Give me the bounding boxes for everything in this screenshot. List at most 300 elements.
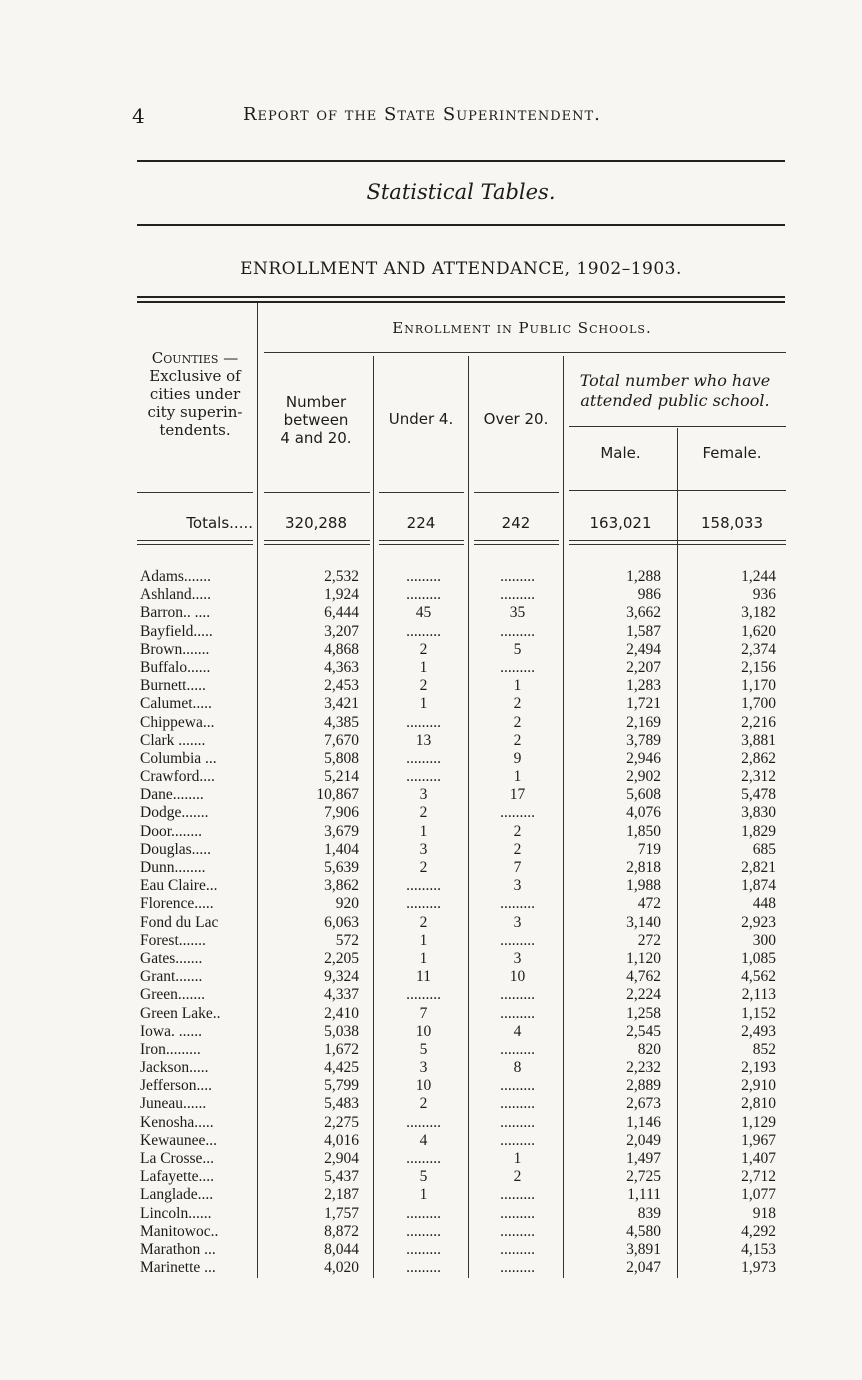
- female-count: 2,821: [741, 859, 776, 876]
- under-4: 1: [419, 931, 428, 949]
- county-name: Dodge.......: [140, 804, 209, 822]
- over-20: .........: [500, 1240, 535, 1258]
- county-name: Calumet.....: [140, 695, 212, 713]
- under-4: 3: [419, 1059, 428, 1077]
- county-name: Eau Claire...: [140, 877, 218, 895]
- table-row: [0, 568, 862, 586]
- male-count: 820: [637, 1040, 661, 1058]
- over-20: .........: [500, 1259, 535, 1277]
- enrollment-group-header: Enrollment in Public Schools.: [392, 319, 652, 337]
- over-20: 2: [513, 822, 522, 840]
- number-4-20: 2,532: [324, 568, 359, 585]
- under-4: .........: [406, 568, 441, 585]
- over-20: .........: [500, 1077, 535, 1095]
- number-4-20: 4,868: [324, 640, 359, 658]
- over-20: 2: [513, 840, 522, 858]
- totals-under4: 224: [406, 514, 436, 532]
- table-row: [0, 1186, 862, 1204]
- male-count: 1,283: [626, 677, 661, 695]
- male-count: 4,762: [626, 968, 661, 986]
- over-20: 17: [509, 786, 526, 804]
- county-rows: [0, 568, 862, 1277]
- totals-double-rule: [474, 540, 559, 541]
- table-row: [0, 1041, 862, 1059]
- table-row: [0, 804, 862, 822]
- totals-double-rule: [379, 540, 464, 541]
- under-4: 2: [419, 1095, 428, 1113]
- totals-number: 320,288: [284, 514, 348, 532]
- female-count: 2,374: [741, 640, 776, 658]
- county-name: Kenosha.....: [140, 1113, 214, 1131]
- county-name: Dunn........: [140, 859, 206, 876]
- total-attended-header: [564, 371, 786, 411]
- number-4-20: 2,205: [324, 949, 359, 967]
- totals-double-rule: [474, 544, 559, 545]
- number-header-line: 4 and 20.: [280, 429, 352, 447]
- female-count: 2,216: [741, 713, 776, 731]
- number-4-20: 2,410: [324, 1004, 359, 1022]
- under-4: 1: [419, 1186, 428, 1204]
- totals-double-rule: [264, 540, 370, 541]
- under-4: 7: [419, 1004, 428, 1022]
- table-row: [0, 1168, 862, 1186]
- counties-header-line: cities under: [149, 385, 241, 403]
- number-4-20: 2,187: [324, 1186, 359, 1204]
- county-name: Kewaunee...: [140, 1131, 218, 1149]
- over-20: .........: [500, 931, 535, 949]
- under-4: .........: [406, 1150, 441, 1167]
- number-4-20: 5,799: [324, 1077, 359, 1095]
- under-4: 3: [419, 840, 428, 858]
- number-header-line: between: [283, 411, 349, 429]
- under-4: .........: [406, 749, 441, 767]
- over-20: .........: [500, 622, 535, 640]
- over-20: 2: [513, 1168, 522, 1186]
- header-bottom-rule: [137, 492, 253, 493]
- number-4-20: 6,444: [324, 604, 359, 622]
- female-count: 2,312: [741, 768, 776, 786]
- female-count: 1,129: [741, 1113, 776, 1131]
- page-number: 4: [132, 104, 145, 128]
- number-4-20: 6,063: [324, 913, 359, 931]
- table-row: [0, 623, 862, 641]
- male-count: 1,850: [626, 822, 661, 840]
- number-header-line: Number: [285, 393, 347, 411]
- under-4: .........: [406, 713, 441, 731]
- number-4-20: 5,483: [324, 1095, 359, 1113]
- over-20: 2: [513, 731, 522, 749]
- under-4: .........: [406, 1113, 441, 1131]
- male-count: 1,120: [626, 949, 661, 967]
- over-20: 10: [509, 968, 526, 986]
- over-20: 3: [513, 949, 522, 967]
- number-4-20: 3,207: [324, 622, 359, 640]
- county-name: Jefferson....: [140, 1077, 213, 1095]
- rule-under-section: [137, 224, 785, 226]
- header-bottom-rule: [474, 492, 559, 493]
- county-name: Door........: [140, 822, 202, 840]
- over-20: .........: [500, 1222, 535, 1240]
- over-20: 8: [513, 1059, 522, 1077]
- table-row: [0, 877, 862, 895]
- under-4: 2: [419, 677, 428, 695]
- table-row: [0, 859, 862, 877]
- female-count: 448: [752, 895, 776, 913]
- table-top-rule-2: [137, 301, 785, 303]
- number-4-20: 7,906: [324, 804, 359, 822]
- number-4-20: 3,421: [324, 695, 359, 713]
- over20-header: Over 20.: [483, 410, 549, 428]
- male-count: 3,662: [626, 604, 661, 622]
- number-4-20: 1,924: [324, 586, 359, 604]
- counties-header-line: Exclusive of: [149, 367, 241, 385]
- over-20: .........: [500, 1131, 535, 1149]
- female-count: 1,244: [741, 568, 776, 585]
- over-20: .........: [500, 1204, 535, 1222]
- total-header-line: attended public school.: [580, 391, 770, 410]
- male-count: 1,587: [626, 622, 661, 640]
- totals-double-rule: [569, 540, 786, 541]
- male-count: 3,891: [626, 1240, 661, 1258]
- over-20: 9: [513, 749, 522, 767]
- table-row: [0, 641, 862, 659]
- male-count: 2,818: [626, 859, 661, 876]
- male-count: 1,721: [626, 695, 661, 713]
- number-4-20: 5,038: [324, 1022, 359, 1040]
- number-4-20: 4,385: [324, 713, 359, 731]
- group-underline: [264, 352, 786, 353]
- counties-header-line: Counties —: [151, 349, 239, 367]
- table-row: [0, 1132, 862, 1150]
- over-20: .........: [500, 586, 535, 604]
- county-name: Lafayette....: [140, 1168, 215, 1186]
- over-20: 5: [513, 640, 522, 658]
- female-count: 2,493: [741, 1022, 776, 1040]
- female-count: 3,881: [741, 731, 776, 749]
- table-row: [0, 914, 862, 932]
- number-4-20: 572: [335, 931, 359, 949]
- table-row: [0, 1095, 862, 1113]
- over-20: .........: [500, 1186, 535, 1204]
- under-4: 1: [419, 695, 428, 713]
- male-count: 2,224: [626, 986, 661, 1004]
- county-name: Green Lake..: [140, 1004, 221, 1022]
- counties-header-line: tendents.: [159, 421, 231, 439]
- county-name: Juneau......: [140, 1095, 207, 1113]
- number-4-20: 4,337: [324, 986, 359, 1004]
- female-count: 2,923: [741, 913, 776, 931]
- county-name: Columbia ...: [140, 749, 217, 767]
- male-header: Male.: [600, 444, 641, 462]
- under-4: .........: [406, 1222, 441, 1240]
- county-name: Langlade....: [140, 1186, 214, 1204]
- over-20: 3: [513, 913, 522, 931]
- totals-male: 163,021: [589, 514, 652, 532]
- over-20: 4: [513, 1022, 522, 1040]
- male-count: 1,497: [626, 1150, 661, 1167]
- table-row: [0, 823, 862, 841]
- under-4: 3: [419, 786, 428, 804]
- county-name: Green.......: [140, 986, 205, 1004]
- header-bottom-rule: [379, 492, 464, 493]
- over-20: 1: [513, 677, 522, 695]
- table-title: ENROLLMENT AND ATTENDANCE, 1902–1903.: [240, 259, 682, 279]
- number-4-20: 3,862: [324, 877, 359, 895]
- over-20: .........: [500, 568, 535, 585]
- male-count: 2,047: [626, 1259, 661, 1277]
- male-count: 2,889: [626, 1077, 661, 1095]
- female-count: 2,113: [741, 986, 776, 1004]
- totals-double-rule: [264, 544, 370, 545]
- number-4-20: 4,020: [324, 1259, 359, 1277]
- female-count: 1,700: [741, 695, 776, 713]
- running-head: Report of the State Superintendent.: [243, 104, 601, 125]
- county-name: Marinette ...: [140, 1259, 216, 1277]
- table-row: [0, 677, 862, 695]
- totals-female: 158,033: [700, 514, 764, 532]
- male-count: 2,169: [626, 713, 661, 731]
- over-20: 3: [513, 877, 522, 895]
- male-count: 1,146: [626, 1113, 661, 1131]
- number-4-20: 2,453: [324, 677, 359, 695]
- female-count: 1,077: [741, 1186, 776, 1204]
- table-row: [0, 1114, 862, 1132]
- table-row: [0, 1205, 862, 1223]
- male-count: 5,608: [626, 786, 661, 804]
- under-4: .........: [406, 1240, 441, 1258]
- table-row: [0, 732, 862, 750]
- over-20: .........: [500, 986, 535, 1004]
- female-count: 2,910: [741, 1077, 776, 1095]
- number-4-20: 5,214: [324, 768, 359, 786]
- table-row: [0, 659, 862, 677]
- male-count: 3,789: [626, 731, 661, 749]
- table-row: [0, 986, 862, 1004]
- male-count: 472: [637, 895, 661, 913]
- number-4-20: 4,425: [324, 1059, 359, 1077]
- female-count: 2,862: [741, 749, 776, 767]
- number-4-20: 9,324: [324, 968, 359, 986]
- number-4-20: 2,904: [324, 1150, 359, 1167]
- number-4-20: 920: [335, 895, 359, 913]
- over-20: 7: [513, 859, 522, 876]
- table-row: [0, 895, 862, 913]
- over-20: .........: [500, 1113, 535, 1131]
- male-count: 986: [637, 586, 661, 604]
- header-bottom-rule: [569, 490, 786, 491]
- female-count: 936: [752, 586, 776, 604]
- male-count: 2,725: [626, 1168, 661, 1186]
- over-20: .........: [500, 895, 535, 913]
- male-count: 4,580: [626, 1222, 661, 1240]
- number-4-20: 5,437: [324, 1168, 359, 1186]
- totals-double-rule: [137, 544, 253, 545]
- table-row: [0, 1259, 862, 1277]
- county-name: Barron.. ....: [140, 604, 211, 622]
- female-count: 4,562: [741, 968, 776, 986]
- number-4-20: 10,867: [316, 786, 359, 804]
- female-count: 3,830: [741, 804, 776, 822]
- female-count: 3,182: [741, 604, 776, 622]
- under-4: .........: [406, 877, 441, 895]
- male-count: 272: [637, 931, 661, 949]
- county-name: Adams.......: [140, 568, 212, 585]
- county-name: Marathon ...: [140, 1240, 216, 1258]
- female-count: 1,874: [741, 877, 776, 895]
- table-row: [0, 968, 862, 986]
- county-name: Ashland.....: [140, 586, 212, 604]
- female-count: 1,407: [741, 1150, 776, 1167]
- male-count: 2,902: [626, 768, 661, 786]
- female-header: Female.: [702, 444, 762, 462]
- under-4: .........: [406, 1204, 441, 1222]
- female-count: 4,292: [741, 1222, 776, 1240]
- under-4: 5: [419, 1040, 428, 1058]
- female-count: 5,478: [741, 786, 776, 804]
- under-4: .........: [406, 895, 441, 913]
- totals-double-rule: [379, 544, 464, 545]
- county-name: Chippewa...: [140, 713, 215, 731]
- over-20: 1: [513, 768, 522, 786]
- male-count: 2,049: [626, 1131, 661, 1149]
- table-row: [0, 714, 862, 732]
- totals-double-rule: [137, 540, 253, 541]
- male-count: 4,076: [626, 804, 661, 822]
- under-4: 2: [419, 913, 428, 931]
- table-row: [0, 950, 862, 968]
- section-title: Statistical Tables.: [366, 180, 556, 204]
- county-name: Bayfield.....: [140, 622, 213, 640]
- male-count: 1,288: [626, 568, 661, 585]
- total-underline: [569, 426, 786, 427]
- female-count: 1,967: [741, 1131, 776, 1149]
- county-name: Manitowoc..: [140, 1222, 219, 1240]
- over-20: 35: [509, 604, 526, 622]
- male-count: 2,207: [626, 658, 661, 676]
- female-count: 1,085: [741, 949, 776, 967]
- male-count: 1,111: [627, 1186, 661, 1204]
- female-count: 2,712: [741, 1168, 776, 1186]
- table-row: [0, 841, 862, 859]
- over-20: .........: [500, 804, 535, 822]
- county-name: Crawford....: [140, 768, 215, 786]
- male-count: 2,545: [626, 1022, 661, 1040]
- under-4: 1: [419, 658, 428, 676]
- number-header: [262, 393, 370, 447]
- over-20: .........: [500, 1095, 535, 1113]
- over-20: .........: [500, 658, 535, 676]
- table-row: [0, 1005, 862, 1023]
- under-4: .........: [406, 768, 441, 786]
- under-4: 5: [419, 1168, 428, 1186]
- totals-label: Totals.....: [186, 514, 253, 532]
- number-4-20: 4,016: [324, 1131, 359, 1149]
- under-4: 1: [419, 949, 428, 967]
- county-name: Iron.........: [140, 1040, 201, 1058]
- county-name: Jackson.....: [140, 1059, 209, 1077]
- female-count: 4,153: [741, 1240, 776, 1258]
- under-4: .........: [406, 622, 441, 640]
- over-20: 2: [513, 695, 522, 713]
- county-name: Grant.......: [140, 968, 203, 986]
- under-4: 4: [419, 1131, 428, 1149]
- table-row: [0, 695, 862, 713]
- county-name: Gates.......: [140, 949, 203, 967]
- table-row: [0, 1223, 862, 1241]
- over-20: 1: [513, 1150, 522, 1167]
- county-name: Clark .......: [140, 731, 206, 749]
- under-4: 2: [419, 859, 428, 876]
- under-4: 45: [415, 604, 432, 622]
- under-4: 10: [415, 1022, 432, 1040]
- female-count: 2,156: [741, 658, 776, 676]
- female-count: 2,810: [741, 1095, 776, 1113]
- male-count: 2,946: [626, 749, 661, 767]
- table-row: [0, 1150, 862, 1168]
- number-4-20: 4,363: [324, 658, 359, 676]
- county-name: Douglas.....: [140, 840, 212, 858]
- female-count: 1,620: [741, 622, 776, 640]
- totals-over20: 242: [501, 514, 531, 532]
- over-20: 2: [513, 713, 522, 731]
- under-4: 13: [415, 731, 432, 749]
- county-name: Lincoln......: [140, 1204, 212, 1222]
- table-row: [0, 932, 862, 950]
- under-4: .........: [406, 586, 441, 604]
- counties-header-line: city superin-: [147, 403, 243, 421]
- male-count: 2,673: [626, 1095, 661, 1113]
- county-name: Brown.......: [140, 640, 210, 658]
- rule-top: [137, 160, 785, 162]
- male-count: 3,140: [626, 913, 661, 931]
- county-name: Burnett.....: [140, 677, 206, 695]
- table-row: [0, 586, 862, 604]
- table-row: [0, 1077, 862, 1095]
- number-4-20: 8,044: [324, 1240, 359, 1258]
- female-count: 1,170: [741, 677, 776, 695]
- number-4-20: 1,672: [324, 1040, 359, 1058]
- number-4-20: 7,670: [324, 731, 359, 749]
- male-count: 2,494: [626, 640, 661, 658]
- number-4-20: 8,872: [324, 1222, 359, 1240]
- counties-header: [137, 349, 253, 439]
- table-row: [0, 604, 862, 622]
- table-row: [0, 768, 862, 786]
- under-4: 11: [416, 968, 431, 986]
- male-count: 1,258: [626, 1004, 661, 1022]
- under4-header: Under 4.: [388, 410, 454, 428]
- under-4: .........: [406, 986, 441, 1004]
- female-count: 685: [752, 840, 776, 858]
- county-name: La Crosse...: [140, 1150, 215, 1167]
- table-row: [0, 786, 862, 804]
- table-row: [0, 1241, 862, 1259]
- number-4-20: 3,679: [324, 822, 359, 840]
- female-count: 2,193: [741, 1059, 776, 1077]
- county-name: Iowa. ......: [140, 1022, 202, 1040]
- totals-double-rule: [569, 544, 786, 545]
- total-header-line: Total number who have: [579, 371, 771, 390]
- under-4: 10: [415, 1077, 432, 1095]
- male-count: 719: [637, 840, 661, 858]
- female-count: 1,973: [741, 1259, 776, 1277]
- number-4-20: 5,808: [324, 749, 359, 767]
- female-count: 852: [752, 1040, 776, 1058]
- female-count: 1,829: [741, 822, 776, 840]
- number-4-20: 2,275: [324, 1113, 359, 1131]
- table-row: [0, 750, 862, 768]
- number-4-20: 1,404: [324, 840, 359, 858]
